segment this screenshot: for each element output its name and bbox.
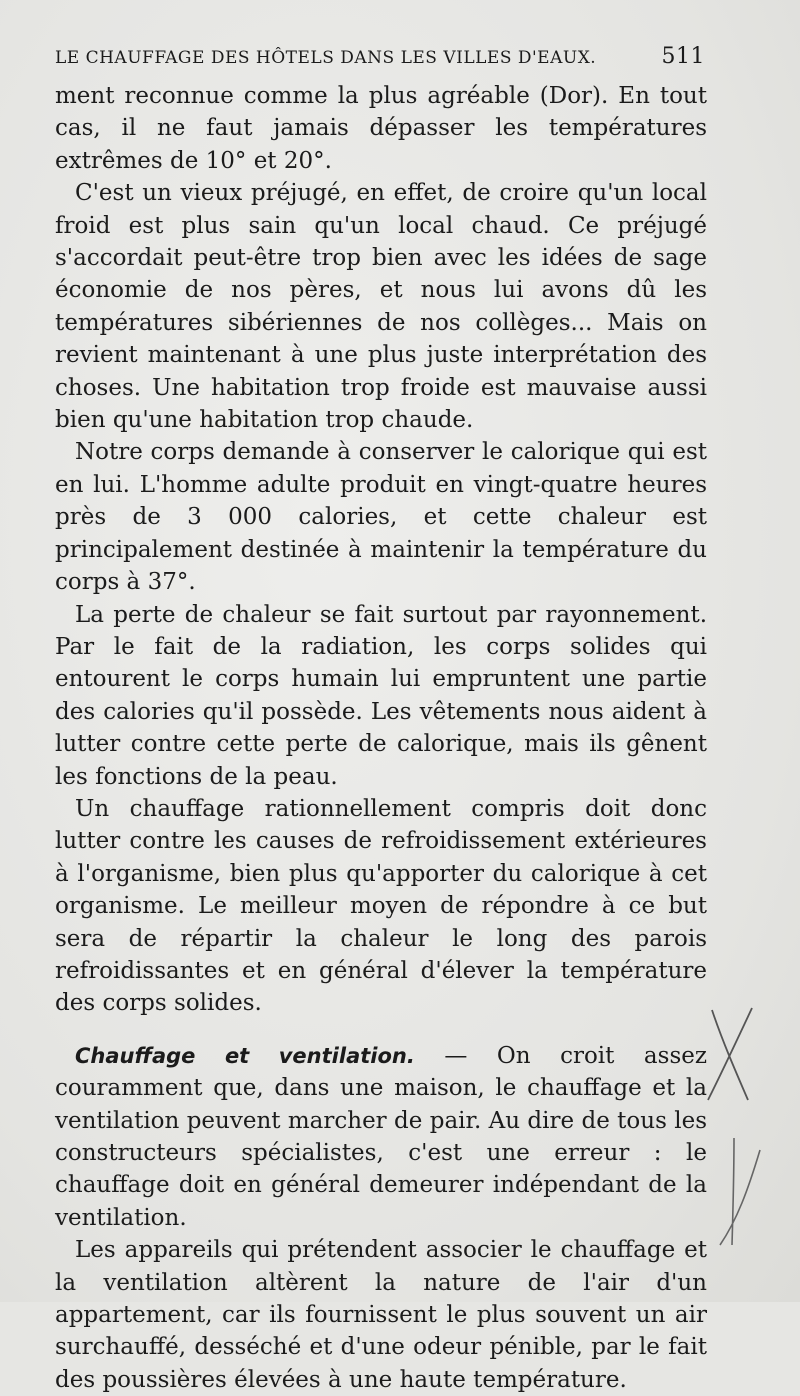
pencil-cross-mark (720, 1138, 760, 1245)
paragraph: La perte de chaleur se fait surtout par rayonnement. Par le fait de la radiation, les corps solides qui entourent le corps humain lui empruntent une partie des calories qu'il possède. Les vêtements nous aident à lutter contre cette perte de calorique, mais ils gênent les fonctions de la peau. (55, 601, 707, 790)
paragraph: Notre corps demande à conserver le calorique qui est en lui. L'homme adulte produit en vingt-quatre heures près de 3 000 calories, et cette chaleur est principalement destinée à maintenir la température du corps à 37°. (55, 439, 707, 596)
page-number: 511 (661, 44, 705, 69)
running-title: LE CHAUFFAGE DES HÔTELS DANS LES VILLES D'EAUX. (55, 48, 597, 68)
page-header (55, 44, 705, 74)
section-dash: — (414, 1042, 497, 1069)
pencil-cross-mark (708, 1008, 752, 1100)
paragraph-continued: ment reconnue comme la plus agréable (Dor). En tout cas, il ne faut jamais dépasser les températures extrêmes de 10° et 20°. (55, 83, 707, 174)
section-title: Chauffage et ventilation. (75, 1043, 415, 1068)
paragraph: Les appareils qui prétendent associer le chauffage et la ventilation altèrent la nature de l'air d'un appartement, car ils fournissent le plus souvent un air surchauffé, desséché et d'une odeur pénible, par le fait des poussières élevées à une haute température. (55, 1237, 707, 1393)
paragraph: Un chauffage rationnellement compris doit donc lutter contre les causes de refroidissement extérieures à l'organisme, bien plus qu'apporter du calorique à cet organisme. Le meilleur moyen de répondre à ce but sera de répartir la chaleur le long des parois refroidissantes et en général d'élever la température des corps solides. (55, 795, 707, 1017)
section-body: On croit assez couramment que, dans une maison, le chauffage et la ventilation peuvent marcher de pair. Au dire de tous les constructeurs spécialistes, c'est une erreur : le chauffage doit en général demeurer indépendant de la ventilation. (55, 1042, 707, 1231)
body-text (55, 80, 707, 1396)
section-paragraph (55, 1040, 707, 1234)
paragraph: C'est un vieux préjugé, en effet, de croire qu'un local froid est plus sain qu'un local chaud. Ce préjugé s'accordait peut-être trop bien avec les idées de sage économie de nos pères, et nous lui avons dû les températures sibériennes de nos collèges... Mais on revient maintenant à une plus juste interprétation des choses. Une habitation trop froide est mauvaise aussi bien qu'une habitation trop chaude. (55, 180, 707, 434)
